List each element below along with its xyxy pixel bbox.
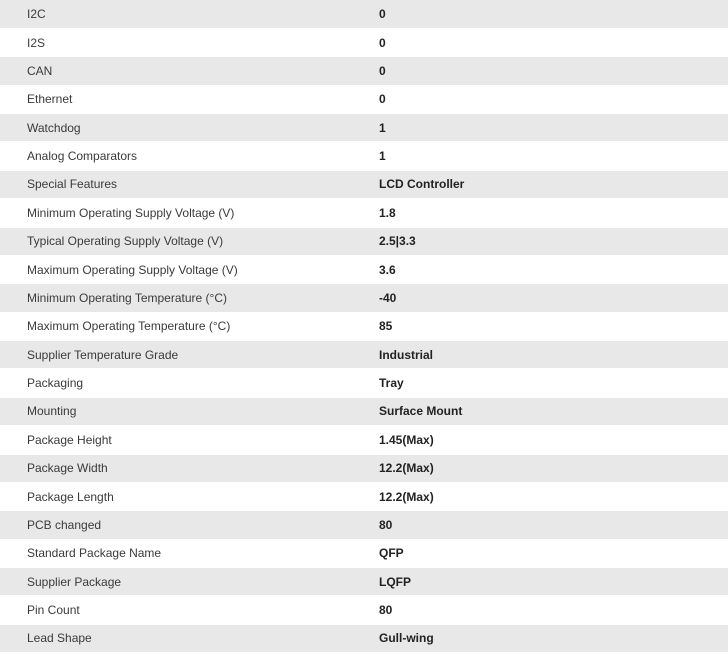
table-row	[0, 0, 728, 28]
table-row	[0, 312, 728, 340]
spec-value-cell: 2.5|3.3	[379, 227, 728, 255]
spec-value-cell: 3.6	[379, 255, 728, 283]
spec-value-cell: 80	[379, 596, 728, 624]
spec-value-cell: Tray	[379, 369, 728, 397]
table-row	[0, 482, 728, 510]
spec-name-cell: Package Height	[0, 426, 379, 454]
spec-value-cell: 1.8	[379, 199, 728, 227]
spec-name-cell: Ethernet	[0, 85, 379, 113]
spec-name-cell: Pin Count	[0, 596, 379, 624]
spec-name-cell: Analog Comparators	[0, 142, 379, 170]
table-row	[0, 369, 728, 397]
spec-name-cell: Maximum Operating Temperature (°C)	[0, 312, 379, 340]
spec-name-cell: Watchdog	[0, 114, 379, 142]
table-row	[0, 227, 728, 255]
spec-value-cell: QFP	[379, 539, 728, 567]
spec-name-cell: I2S	[0, 28, 379, 56]
spec-name-cell: Lead Shape	[0, 624, 379, 652]
spec-value-cell: LQFP	[379, 568, 728, 596]
table-row	[0, 454, 728, 482]
table-row	[0, 341, 728, 369]
spec-name-cell: Typical Operating Supply Voltage (V)	[0, 227, 379, 255]
table-row	[0, 142, 728, 170]
spec-value-cell: 0	[379, 0, 728, 28]
spec-name-cell: Minimum Operating Temperature (°C)	[0, 284, 379, 312]
spec-name-cell: Standard Package Name	[0, 539, 379, 567]
spec-name-cell: Mounting	[0, 397, 379, 425]
spec-name-cell: Supplier Temperature Grade	[0, 341, 379, 369]
spec-name-cell: Package Width	[0, 454, 379, 482]
table-row	[0, 568, 728, 596]
spec-value-cell: Surface Mount	[379, 397, 728, 425]
table-row	[0, 511, 728, 539]
spec-value-cell: 12.2(Max)	[379, 454, 728, 482]
table-row	[0, 255, 728, 283]
table-row	[0, 596, 728, 624]
spec-value-cell: 12.2(Max)	[379, 482, 728, 510]
spec-name-cell: Special Features	[0, 170, 379, 198]
spec-value-cell: LCD Controller	[379, 170, 728, 198]
table-row	[0, 539, 728, 567]
table-row	[0, 114, 728, 142]
spec-value-cell: 80	[379, 511, 728, 539]
spec-value-cell: 0	[379, 28, 728, 56]
spec-name-cell: Supplier Package	[0, 568, 379, 596]
spec-value-cell: 0	[379, 57, 728, 85]
table-row	[0, 85, 728, 113]
table-row	[0, 170, 728, 198]
spec-value-cell: 1	[379, 142, 728, 170]
spec-value-cell: 85	[379, 312, 728, 340]
spec-name-cell: Minimum Operating Supply Voltage (V)	[0, 199, 379, 227]
spec-value-cell: Industrial	[379, 341, 728, 369]
spec-name-cell: Packaging	[0, 369, 379, 397]
table-row	[0, 57, 728, 85]
spec-value-cell: Gull-wing	[379, 624, 728, 652]
table-row	[0, 624, 728, 652]
spec-name-cell: Maximum Operating Supply Voltage (V)	[0, 255, 379, 283]
table-row	[0, 199, 728, 227]
table-row	[0, 426, 728, 454]
spec-name-cell: CAN	[0, 57, 379, 85]
spec-name-cell: PCB changed	[0, 511, 379, 539]
table-row	[0, 284, 728, 312]
spec-value-cell: -40	[379, 284, 728, 312]
table-row	[0, 397, 728, 425]
spec-name-cell: Package Length	[0, 482, 379, 510]
spec-value-cell: 1.45(Max)	[379, 426, 728, 454]
spec-name-cell: I2C	[0, 0, 379, 28]
table-row	[0, 28, 728, 56]
spec-value-cell: 1	[379, 114, 728, 142]
spec-value-cell: 0	[379, 85, 728, 113]
